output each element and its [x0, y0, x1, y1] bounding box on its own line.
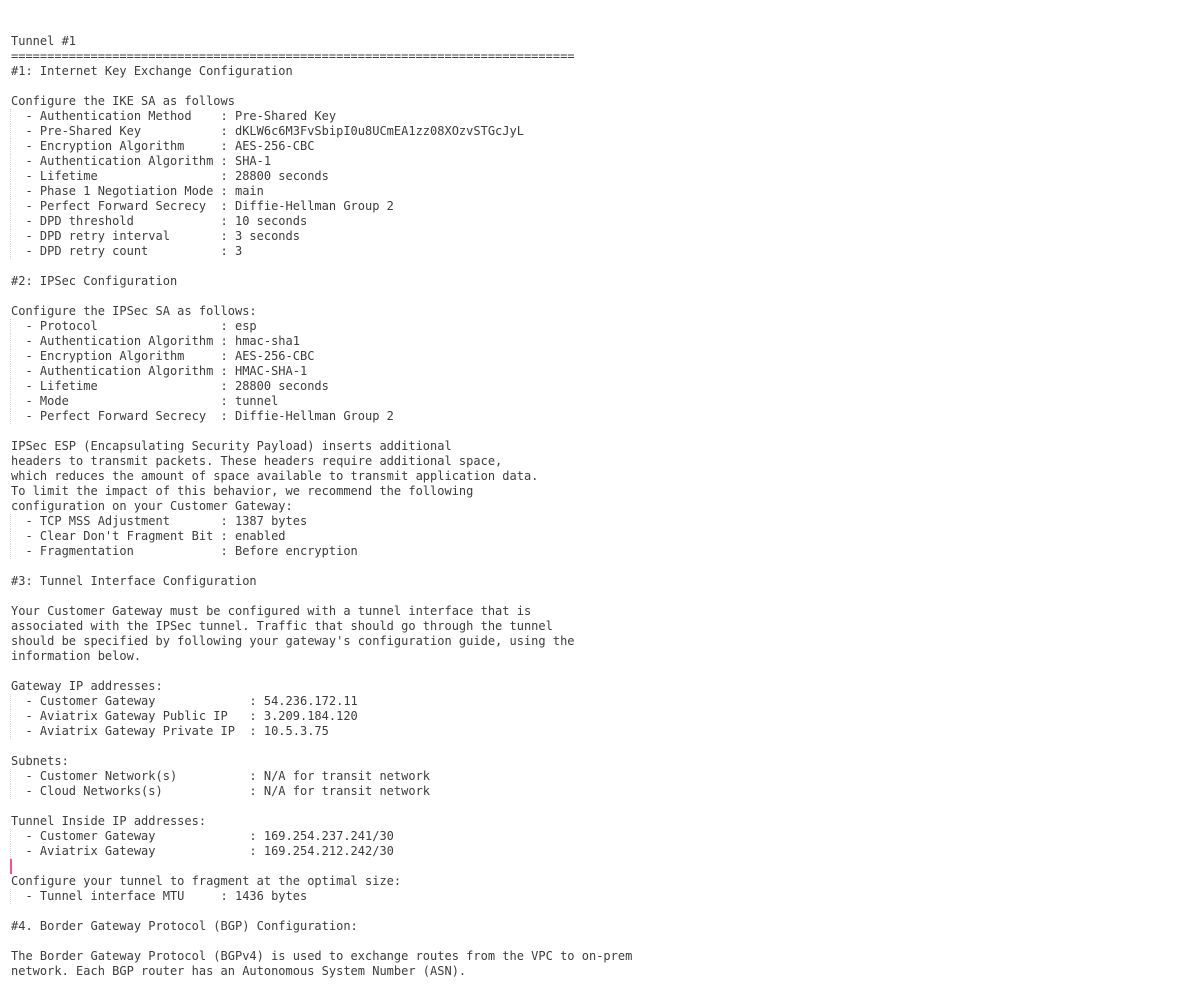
text-buffer: [11, 34, 1184, 979]
text-line: - Clear Don't Fragment Bit : enabled: [11, 529, 1184, 544]
text-line: [11, 664, 1184, 679]
text-line: - Aviatrix Gateway Private IP : 10.5.3.75: [11, 724, 1184, 739]
text-line: - DPD threshold : 10 seconds: [11, 214, 1184, 229]
text-line: Gateway IP addresses:: [11, 679, 163, 693]
text-line: - Protocol : esp: [11, 319, 1184, 334]
text-line: [11, 799, 1184, 814]
text-line: #1: Internet Key Exchange Configuration: [11, 64, 293, 78]
text-line: - Authentication Method : Pre-Shared Key: [11, 109, 1184, 124]
text-line: Subnets:: [11, 754, 69, 768]
text-line: #4. Border Gateway Protocol (BGP) Configuration:: [11, 919, 358, 933]
text-line: [11, 424, 1184, 439]
text-cursor: [10, 859, 12, 874]
text-line: [11, 904, 1184, 919]
text-line: To limit the impact of this behavior, we recommend the following: [11, 484, 474, 498]
text-line: - Lifetime : 28800 seconds: [11, 379, 1184, 394]
text-line: - Mode : tunnel: [11, 394, 1184, 409]
text-line: #3: Tunnel Interface Configuration: [11, 574, 257, 588]
text-line: configuration on your Customer Gateway:: [11, 499, 293, 513]
text-line: Configure the IPSec SA as follows:: [11, 304, 257, 318]
text-line: - DPD retry interval : 3 seconds: [11, 229, 1184, 244]
text-line: - Cloud Networks(s) : N/A for transit network: [11, 784, 1184, 799]
text-line: Tunnel #1: [11, 34, 77, 48]
text-line: IPSec ESP (Encapsulating Security Payload) inserts additional: [11, 439, 452, 453]
text-line: - Customer Gateway : 54.236.172.11: [11, 694, 1184, 709]
text-line: - Aviatrix Gateway : 169.254.212.242/30: [11, 844, 1184, 859]
text-line: [11, 259, 1184, 274]
text-line: - Authentication Algorithm : hmac-sha1: [11, 334, 1184, 349]
text-line: should be specified by following your gateway's configuration guide, using the: [11, 634, 575, 648]
text-line: [11, 739, 1184, 754]
text-line: - Customer Gateway : 169.254.237.241/30: [11, 829, 1184, 844]
text-line: Your Customer Gateway must be configured with a tunnel interface that is: [11, 604, 532, 618]
text-line: - Authentication Algorithm : HMAC-SHA-1: [11, 364, 1184, 379]
text-line: - Encryption Algorithm : AES-256-CBC: [11, 139, 1184, 154]
text-line: - Phase 1 Negotiation Mode : main: [11, 184, 1184, 199]
text-line: [11, 859, 1184, 874]
text-line: ==============================================================================: [11, 49, 575, 63]
text-line: - Fragmentation : Before encryption: [11, 544, 1184, 559]
text-line: which reduces the amount of space available to transmit application data.: [11, 469, 539, 483]
text-line: - Perfect Forward Secrecy : Diffie-Hellman Group 2: [11, 409, 1184, 424]
text-line: Tunnel Inside IP addresses:: [11, 814, 207, 828]
text-line: [11, 589, 1184, 604]
text-line: - Tunnel interface MTU : 1436 bytes: [11, 889, 1184, 904]
text-line: - Pre-Shared Key : dKLW6c6M3FvSbipI0u8UCmEA1zz08XOzvSTGcJyL: [11, 124, 1184, 139]
text-line: Configure the IKE SA as follows: [11, 94, 235, 108]
text-line: information below.: [11, 649, 142, 663]
text-line: network. Each BGP router has an Autonomous System Number (ASN).: [11, 964, 467, 978]
text-line: - Perfect Forward Secrecy : Diffie-Hellman Group 2: [11, 199, 1184, 214]
text-line: - Customer Network(s) : N/A for transit network: [11, 769, 1184, 784]
text-line: headers to transmit packets. These headers require additional space,: [11, 454, 503, 468]
text-line: - Lifetime : 28800 seconds: [11, 169, 1184, 184]
text-line: - TCP MSS Adjustment : 1387 bytes: [11, 514, 1184, 529]
text-line: - Aviatrix Gateway Public IP : 3.209.184.120: [11, 709, 1184, 724]
text-line: [11, 289, 1184, 304]
text-line: - Encryption Algorithm : AES-256-CBC: [11, 349, 1184, 364]
text-line: Configure your tunnel to fragment at the optimal size:: [11, 874, 402, 888]
text-line: - DPD retry count : 3: [11, 244, 1184, 259]
text-line: [11, 79, 1184, 94]
text-line: #2: IPSec Configuration: [11, 274, 178, 288]
text-line: [11, 934, 1184, 949]
text-line: The Border Gateway Protocol (BGPv4) is used to exchange routes from the VPC to on-prem: [11, 949, 633, 963]
text-line: [11, 559, 1184, 574]
text-line: associated with the IPSec tunnel. Traffic that should go through the tunnel: [11, 619, 553, 633]
text-line: - Authentication Algorithm : SHA-1: [11, 154, 1184, 169]
